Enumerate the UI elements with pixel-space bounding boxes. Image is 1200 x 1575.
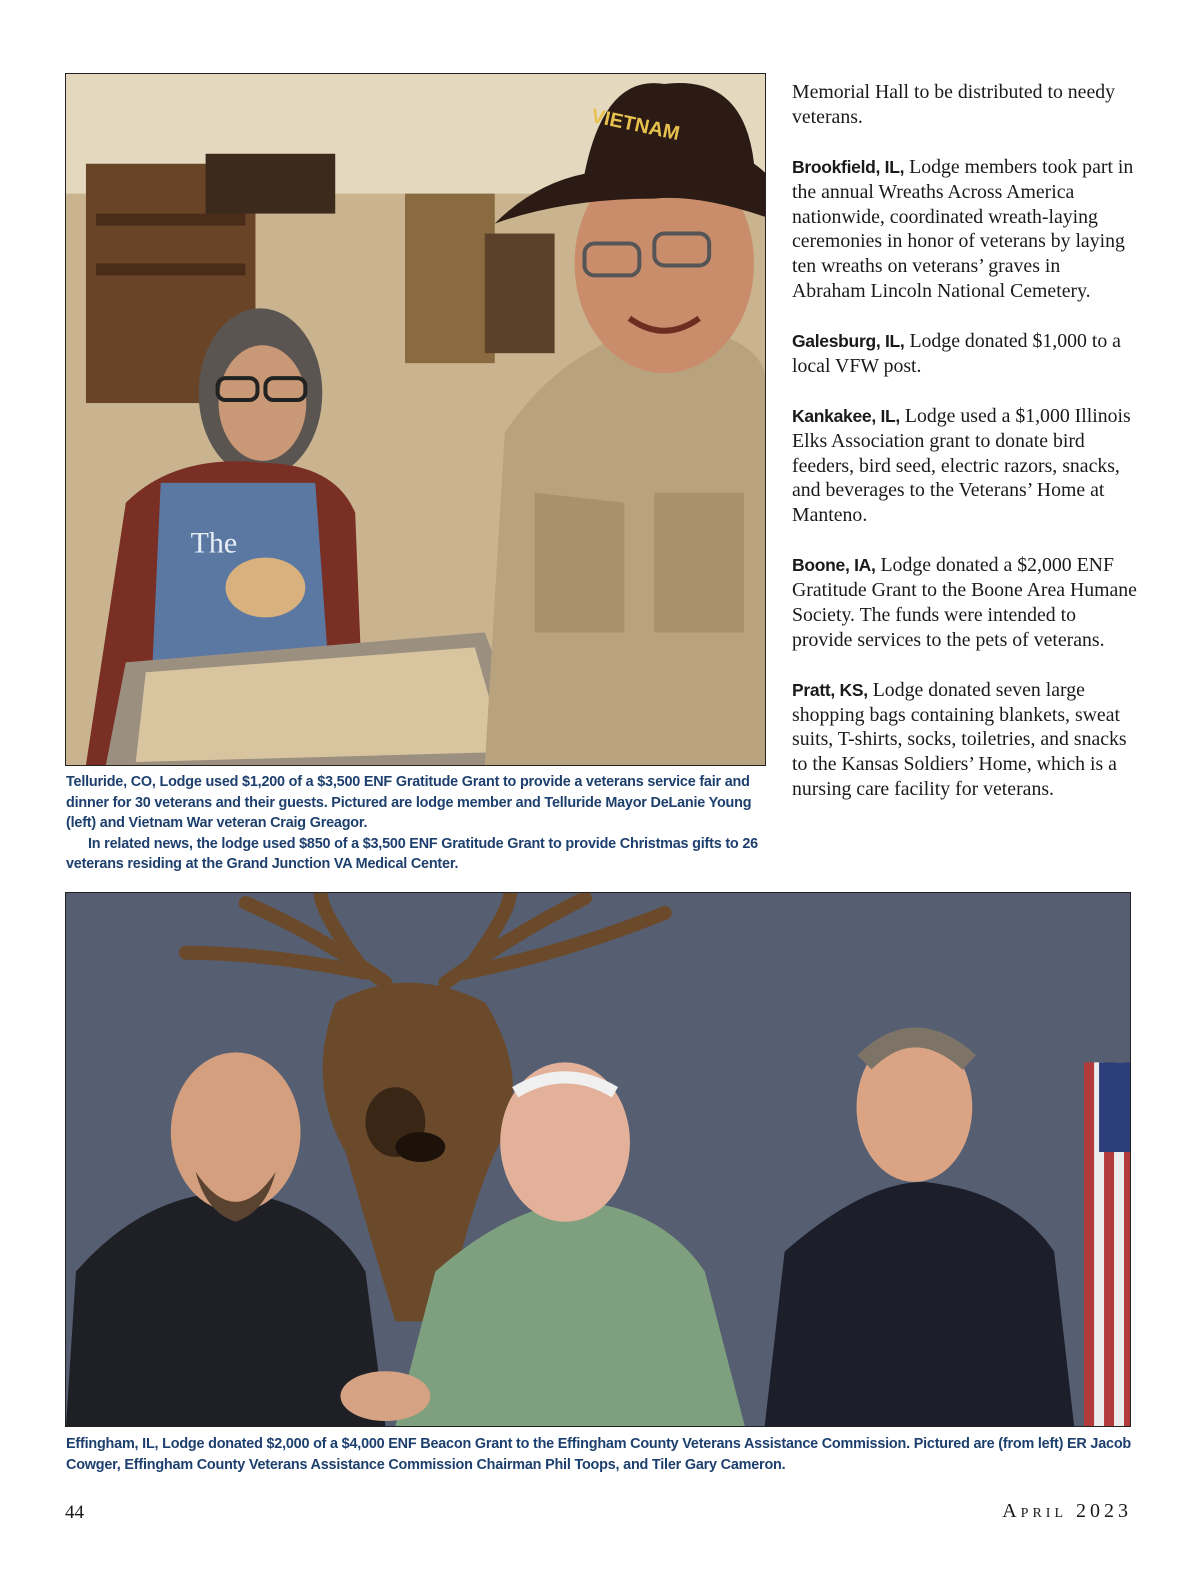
item-place: Boone, IA, bbox=[792, 555, 876, 576]
page-number: 44 bbox=[65, 1502, 84, 1523]
caption-location: Effingham, IL, bbox=[66, 1436, 159, 1452]
item-text: Lodge used a $1,000 Illinois Elks Association grant to donate bird feeders, bird seed, electric razors, snacks, and beverages to the Veterans’ Home at Manteno. bbox=[792, 404, 1131, 527]
telluride-photo-illustration bbox=[66, 74, 765, 765]
effingham-photo-illustration bbox=[66, 893, 1130, 1426]
article-item-brookfield bbox=[792, 155, 1137, 304]
article-item-boone bbox=[792, 553, 1137, 653]
caption-related-news: In related news, the lodge used $850 of a $3,500 ENF Gratitude Grant to provide Christmas gifts to 26 veterans residing at the Grand Junction VA Medical Center. bbox=[66, 835, 758, 872]
telluride-caption bbox=[66, 772, 766, 875]
article-item-galesburg bbox=[792, 329, 1137, 379]
effingham-caption bbox=[66, 1434, 1132, 1475]
item-text: Lodge donated $1,000 to a local VFW post. bbox=[792, 330, 1121, 377]
telluride-photo bbox=[65, 73, 766, 766]
issue-date: April 2023 bbox=[1002, 1500, 1132, 1522]
item-text: Lodge donated a $2,000 ENF Gratitude Grant to the Boone Area Humane Society. The funds were intended to provide services to the pets of veterans. bbox=[792, 554, 1137, 651]
vietnam-hat-text: VIETNAM bbox=[589, 104, 682, 146]
item-place: Kankakee, IL, bbox=[792, 405, 900, 426]
article-item-kankakee bbox=[792, 404, 1137, 529]
item-place: Galesburg, IL, bbox=[792, 331, 905, 352]
caption-location: Telluride, CO, bbox=[66, 774, 156, 790]
item-text: Lodge members took part in the annual Wreaths Across America nationwide, coordinated wreath-laying ceremonies in honor of veterans by laying ten wreaths on veterans’ graves in Abraham Lincoln National Cemetery. bbox=[792, 155, 1134, 303]
article-continuation: Memorial Hall to be distributed to needy veterans. bbox=[792, 81, 1116, 128]
article-item-pratt bbox=[792, 678, 1137, 803]
caption-body: Lodge used $1,200 of a $3,500 ENF Gratitude Grant to provide a veterans service fair and dinner for 30 veterans and their guests. Pictured are lodge member and Telluride Mayor DeLanie Young (left) and Vietnam War veteran Craig Greagor. bbox=[66, 774, 752, 831]
article-right-column bbox=[792, 80, 1137, 827]
item-place: Pratt, KS, bbox=[792, 679, 868, 700]
effingham-photo bbox=[65, 892, 1131, 1427]
apron-logo-text: The bbox=[190, 526, 238, 560]
item-text: Lodge donated seven large shopping bags containing blankets, sweat suits, T-shirts, socks, toiletries, and snacks to the Kansas Soldiers’ Home, which is a nursing care facility for veterans. bbox=[792, 678, 1127, 801]
item-place: Brookfield, IL, bbox=[792, 156, 905, 177]
caption-body: Lodge donated $2,000 of a $4,000 ENF Beacon Grant to the Effingham County Veterans Assistance Commission. Pictured are (from left) ER Jacob Cowger, Effingham County Veterans Assistance Commission Chairman Phil Toops, and Tiler Gary Cameron. bbox=[66, 1436, 1131, 1473]
